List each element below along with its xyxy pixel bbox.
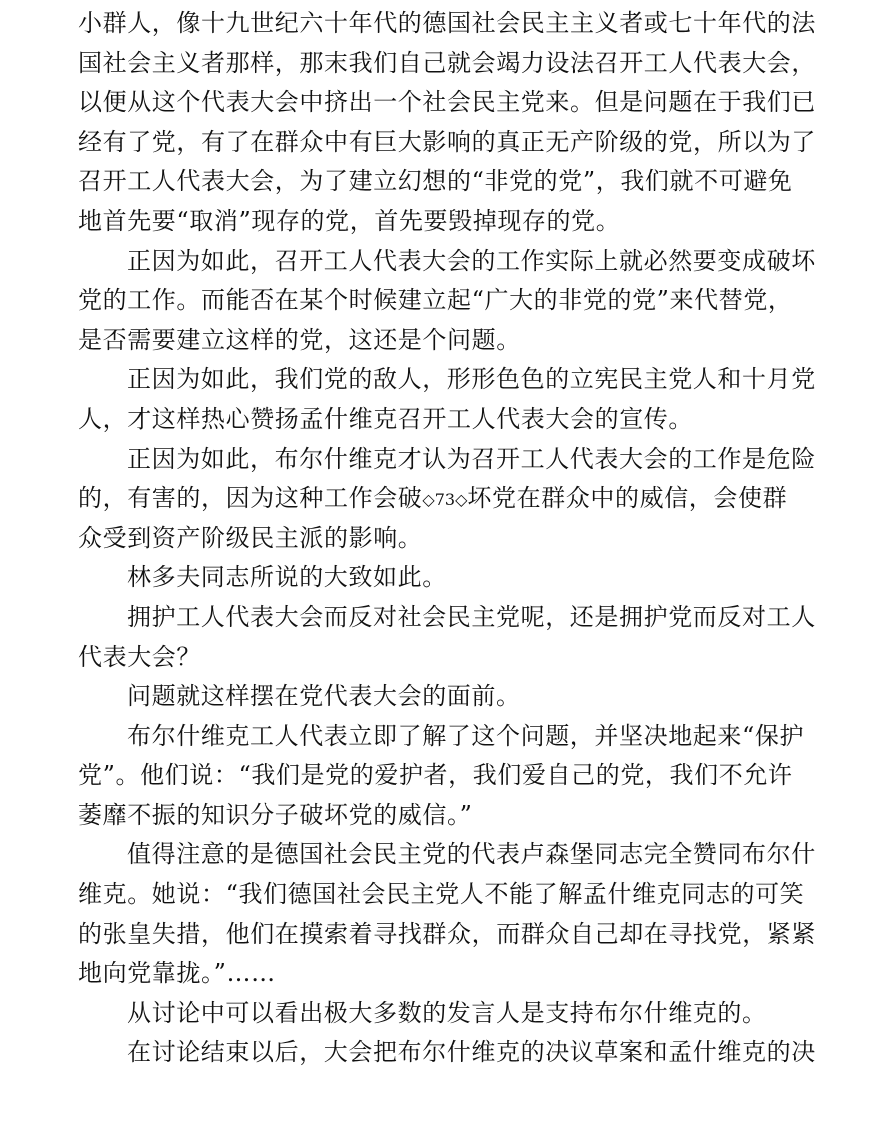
text-line: 代表大会？ (78, 642, 201, 671)
text-line: 林多夫同志所说的大致如此。 (127, 563, 447, 592)
paragraph (78, 717, 813, 836)
text-fragment: 坏党在群众中的威信，会使群 (467, 484, 788, 513)
paragraph (78, 4, 816, 242)
text-line: 地首先要“取消”现存的党，首先要毁掉现存的党。 (78, 206, 621, 235)
text-line: 维克。她说：“我们德国社会民主党人不能了解孟什维克同志的可笑 (78, 880, 805, 909)
text-line: 人，才这样热心赞扬孟什维克召开工人代表大会的宣传。 (78, 404, 693, 433)
text-line: 在讨论结束以后，大会把布尔什维克的决议草案和孟什维克的决 (127, 1038, 816, 1067)
text-line: 从讨论中可以看出极大多数的发言人是支持布尔什维克的。 (127, 998, 767, 1027)
text-line: 萎靡不振的知识分子破坏党的威信。” (78, 800, 473, 829)
text-line: 值得注意的是德国社会民主党的代表卢森堡同志完全赞同布尔什 (127, 840, 816, 869)
text-line: 地向党靠拢。”…… (78, 959, 276, 988)
text-line: 众受到资产阶级民主派的影响。 (78, 523, 423, 552)
text-line: 党”。他们说：“我们是党的爱护者，我们爱自己的党，我们不允许 (78, 761, 793, 790)
text-line: 经有了党，有了在群众中有巨大影响的真正无产阶级的党，所以为了 (78, 127, 816, 156)
text-line: 的张皇失措，他们在摸索着寻找群众，而群众自己却在寻找党，紧紧 (78, 919, 816, 948)
paragraph (78, 994, 813, 1034)
paragraph (78, 677, 813, 717)
text-line: 党的工作。而能否在某个时候建立起“广大的非党的党”来代替党， (78, 286, 793, 315)
text-line: 以便从这个代表大会中挤出一个社会民主党来。但是问题在于我们已 (78, 88, 816, 117)
text-fragment: 的，有害的，因为这种工作会破 (78, 484, 423, 513)
text-line: 小群人，像十九世纪六十年代的德国社会民主主义者或七十年代的法 (78, 9, 816, 37)
paragraph (78, 360, 816, 439)
paragraph (78, 242, 816, 361)
text-line: 正因为如此，我们党的敌人，形形色色的立宪民主党人和十月党 (127, 365, 816, 394)
text-line: 是否需要建立这样的党，这还是个问题。 (78, 325, 521, 354)
text-line (78, 479, 813, 519)
text-line: 正因为如此，布尔什维克才认为召开工人代表大会的工作是危险 (127, 444, 816, 473)
text-line: 拥护工人代表大会而反对社会民主党呢，还是拥护党而反对工人 (127, 602, 816, 631)
paragraph (78, 558, 813, 598)
text-line: 国社会主义者那样，那末我们自己就会竭力设法召开工人代表大会， (78, 48, 816, 77)
document-page (78, 4, 816, 1073)
paragraph (78, 1033, 816, 1073)
text-line: 布尔什维克工人代表立即了解了这个问题，并坚决地起来“保护 (127, 721, 805, 750)
page-number-marker: ◇73◇ (422, 490, 468, 510)
paragraph (78, 440, 816, 559)
paragraph (78, 598, 816, 677)
text-line: 召开工人代表大会，为了建立幻想的“非党的党”，我们就不可避免 (78, 167, 793, 196)
text-line: 问题就这样摆在党代表大会的面前。 (127, 682, 521, 711)
text-line: 正因为如此，召开工人代表大会的工作实际上就必然要变成破坏 (127, 246, 816, 275)
paragraph (78, 835, 816, 993)
